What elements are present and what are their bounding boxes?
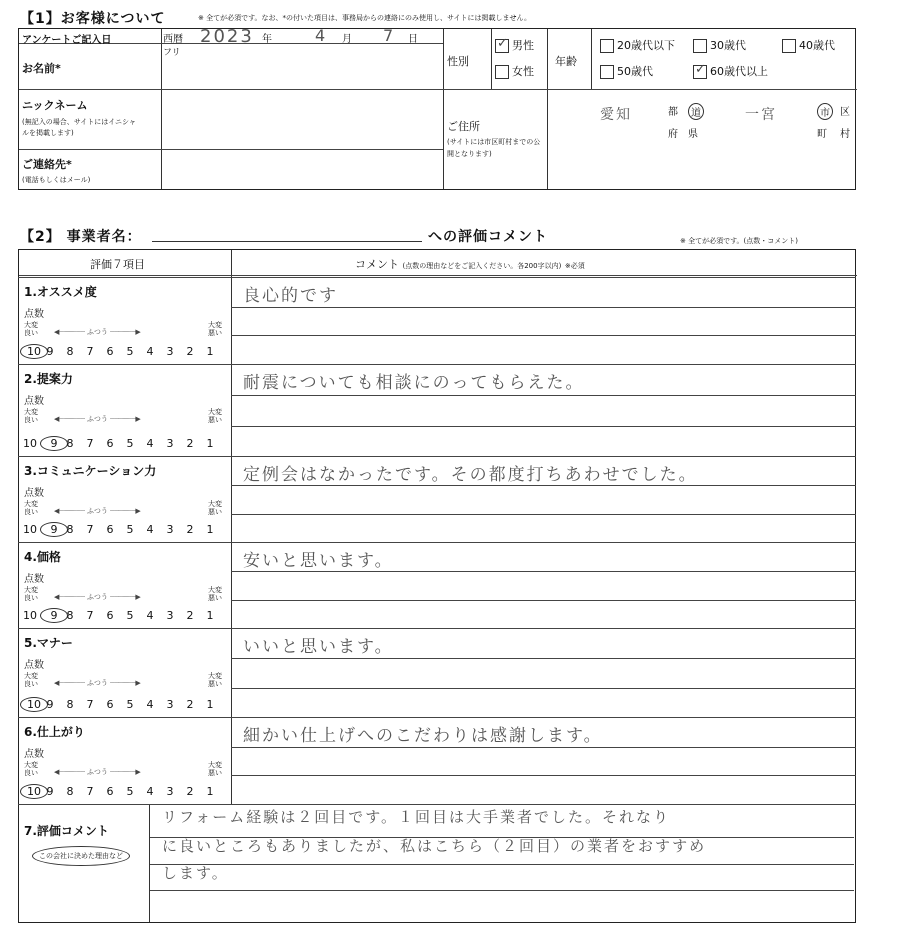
scale-arrow	[54, 414, 141, 424]
score-option[interactable]	[20, 609, 40, 622]
score-option[interactable]	[140, 523, 160, 536]
worst-label	[208, 586, 222, 602]
score-option[interactable]	[60, 523, 80, 536]
worst-label-bottom: 悪い	[208, 594, 222, 602]
score-option[interactable]	[180, 785, 200, 798]
female-label: 女性	[512, 65, 534, 78]
furigana-label: フリ	[163, 48, 181, 58]
best-label-bottom: 良い	[24, 594, 38, 602]
score-option[interactable]	[60, 698, 80, 711]
score-value: 6	[106, 437, 114, 450]
best-label	[24, 500, 38, 516]
section1-title: 【1】お客様について	[20, 11, 166, 27]
age-option-60s[interactable]	[693, 63, 768, 79]
score-scale[interactable]	[20, 436, 220, 451]
score-value: 4	[146, 437, 154, 450]
score-value: 9	[40, 522, 68, 537]
free-comment-divider	[18, 804, 856, 805]
score-value: 6	[106, 785, 114, 798]
points-label: 点数	[24, 660, 44, 671]
gender-label: 性別	[447, 55, 469, 68]
best-label	[24, 672, 38, 688]
score-value: 6	[106, 609, 114, 622]
nickname-field[interactable]	[162, 90, 422, 146]
score-option[interactable]	[40, 785, 60, 798]
section1-note: ※ 全てが必須です。なお、*の付いた項目は、事務局からの連絡にのみ使用し、サイトには掲載しません。	[198, 14, 531, 22]
month-unit: 月	[342, 34, 352, 45]
best-label-top: 大変	[24, 672, 38, 680]
item-label: 5.マナー	[24, 636, 73, 650]
score-value: 1	[206, 785, 214, 798]
scale-arrow	[54, 506, 141, 516]
best-label	[24, 321, 38, 337]
score-value: 9	[46, 698, 54, 711]
score-option[interactable]	[100, 345, 120, 358]
name-field[interactable]	[162, 58, 422, 86]
score-scale[interactable]	[20, 344, 220, 359]
free-comment-line-1: リフォーム経験は２回目です。１回目は大手業者でした。それなり	[162, 808, 671, 826]
scale-arrow	[54, 767, 141, 777]
score-option[interactable]	[160, 609, 180, 622]
score-option[interactable]	[20, 523, 40, 536]
score-value: 2	[186, 698, 194, 711]
worst-label-top: 大変	[208, 761, 222, 769]
item-label: 1.オススメ度	[24, 285, 97, 299]
left-arrow-icon: ◀┈┈┈┈┈┈	[54, 679, 87, 687]
score-option[interactable]	[200, 523, 220, 536]
score-value: 3	[166, 609, 174, 622]
section2-title-prefix: 【2】 事業者名：	[20, 229, 142, 245]
nickname-note: (無記入の場合、サイトにはイニシャルを掲載します)	[22, 118, 136, 137]
score-value: 10	[20, 784, 48, 799]
score-option[interactable]	[200, 345, 220, 358]
score-value: 10	[20, 344, 48, 359]
score-option[interactable]	[80, 523, 100, 536]
score-value: 3	[166, 345, 174, 358]
score-value: 5	[126, 437, 134, 450]
score-option[interactable]	[40, 698, 60, 711]
col-items-header: 評価７項目	[90, 258, 145, 271]
male-checkbox[interactable]	[495, 39, 509, 53]
score-option[interactable]	[60, 345, 80, 358]
col-comment-header	[355, 256, 585, 272]
item-label: 6.仕上がり	[24, 725, 85, 739]
comment-text: 良心的です	[243, 286, 338, 306]
age-option-50s[interactable]	[600, 63, 653, 79]
comment-area[interactable]	[231, 542, 856, 628]
worst-label-top: 大変	[208, 586, 222, 594]
address-note: (サイトには市区町村までの公開となります)	[447, 138, 541, 158]
score-option[interactable]	[160, 437, 180, 450]
evaluation-row	[18, 628, 856, 717]
middle-label: ふつう	[86, 679, 108, 687]
day-value[interactable]: 7	[383, 26, 396, 45]
pref-suffix-to: 都	[668, 107, 678, 118]
age-checkbox-40s[interactable]	[782, 39, 796, 53]
age-label-40s: 40歳代	[799, 39, 835, 52]
score-value: 4	[146, 523, 154, 536]
item-label: 2.提案力	[24, 372, 73, 386]
score-option[interactable]	[60, 609, 80, 622]
middle-label: ふつう	[86, 328, 108, 336]
right-arrow-icon: ┈┈┈┈┈┈▶	[107, 768, 141, 776]
score-scale[interactable]	[20, 784, 220, 799]
col-comment-required: ※必須	[564, 262, 585, 270]
business-name-field[interactable]	[152, 241, 422, 242]
score-option[interactable]	[160, 345, 180, 358]
best-label-bottom: 良い	[24, 329, 38, 337]
age-checkbox-20s[interactable]	[600, 39, 614, 53]
points-label: 点数	[24, 396, 44, 407]
score-option[interactable]	[20, 437, 40, 450]
middle-label: ふつう	[86, 507, 108, 515]
col-comment-label: コメント	[355, 258, 399, 271]
score-option[interactable]	[180, 698, 200, 711]
right-arrow-icon: ┈┈┈┈┈┈▶	[107, 593, 141, 601]
age-checkbox-30s[interactable]	[693, 39, 707, 53]
free-comment-label: 7.評価コメント	[24, 824, 109, 838]
worst-label-bottom: 悪い	[208, 680, 222, 688]
female-checkbox[interactable]	[495, 65, 509, 79]
age-label: 年齢	[555, 55, 577, 68]
score-option[interactable]	[100, 437, 120, 450]
col-comment-note: (点数の理由などをご記入ください。各200字以内)	[402, 262, 562, 270]
score-option[interactable]	[20, 784, 40, 799]
score-scale[interactable]	[20, 608, 220, 623]
score-option[interactable]	[200, 785, 220, 798]
comment-area[interactable]	[231, 717, 856, 804]
score-option[interactable]	[120, 437, 140, 450]
comment-text: 安いと思います。	[243, 551, 394, 571]
comment-area[interactable]	[231, 277, 856, 364]
score-value: 5	[126, 609, 134, 622]
score-option[interactable]	[180, 437, 200, 450]
score-value: 8	[66, 345, 74, 358]
left-arrow-icon: ◀┈┈┈┈┈┈	[54, 415, 87, 423]
item-label: 4.価格	[24, 550, 61, 564]
score-option[interactable]	[100, 609, 120, 622]
male-label: 男性	[512, 39, 534, 52]
score-value: 5	[126, 785, 134, 798]
evaluation-row	[18, 542, 856, 628]
score-value: 1	[206, 345, 214, 358]
best-label-top: 大変	[24, 761, 38, 769]
score-value: 4	[146, 609, 154, 622]
score-option[interactable]	[160, 785, 180, 798]
nickname-label: ニックネーム	[22, 99, 88, 112]
middle-label: ふつう	[86, 415, 108, 423]
city-suffix-son: 村	[840, 129, 850, 140]
score-option[interactable]	[40, 436, 60, 451]
left-arrow-icon: ◀┈┈┈┈┈┈	[54, 593, 87, 601]
score-value: 9	[46, 785, 54, 798]
score-value: 1	[206, 609, 214, 622]
year-unit: 年	[262, 34, 272, 45]
worst-label	[208, 761, 222, 777]
score-option[interactable]	[200, 609, 220, 622]
address-prefecture[interactable]: 愛知	[600, 107, 632, 123]
score-option[interactable]	[80, 345, 100, 358]
score-option[interactable]	[80, 698, 100, 711]
worst-label-bottom: 悪い	[208, 508, 222, 516]
score-value: 7	[86, 523, 94, 536]
score-option[interactable]	[120, 698, 140, 711]
score-value: 3	[166, 437, 174, 450]
age-option-30s[interactable]	[693, 37, 746, 53]
right-arrow-icon: ┈┈┈┈┈┈▶	[107, 328, 141, 336]
score-option[interactable]	[160, 523, 180, 536]
score-value: 4	[146, 345, 154, 358]
score-value: 8	[66, 523, 74, 536]
score-value: 10	[23, 437, 37, 450]
score-value: 10	[23, 609, 37, 622]
scale-arrow	[54, 327, 141, 337]
score-value: 3	[166, 785, 174, 798]
score-value: 1	[206, 698, 214, 711]
best-label	[24, 408, 38, 424]
left-arrow-icon: ◀┈┈┈┈┈┈	[54, 328, 87, 336]
evaluation-row	[18, 277, 856, 364]
right-arrow-icon: ┈┈┈┈┈┈▶	[107, 679, 141, 687]
score-option[interactable]	[140, 698, 160, 711]
item-label: 3.コミュニケーション力	[24, 464, 157, 478]
worst-label-top: 大変	[208, 321, 222, 329]
score-option[interactable]	[120, 785, 140, 798]
score-value: 2	[186, 523, 194, 536]
score-option[interactable]	[140, 609, 160, 622]
day-unit: 日	[408, 34, 418, 45]
score-option[interactable]	[40, 345, 60, 358]
section2-note: ※ 全てが必須です。(点数・コメント)	[680, 237, 798, 245]
best-label-top: 大変	[24, 586, 38, 594]
worst-label-bottom: 悪い	[208, 329, 222, 337]
right-arrow-icon: ┈┈┈┈┈┈▶	[107, 507, 141, 515]
left-arrow-icon: ◀┈┈┈┈┈┈	[54, 768, 87, 776]
age-label-60s: 60歳代以上	[710, 65, 768, 78]
score-value: 1	[206, 523, 214, 536]
city-suffix-shi: 市	[817, 103, 833, 120]
score-option[interactable]	[40, 608, 60, 623]
score-option[interactable]	[140, 785, 160, 798]
scale-arrow	[54, 678, 141, 688]
score-option[interactable]	[80, 437, 100, 450]
worst-label-bottom: 悪い	[208, 769, 222, 777]
score-option[interactable]	[120, 345, 140, 358]
score-value: 9	[40, 608, 68, 623]
score-value: 1	[206, 437, 214, 450]
score-value: 10	[20, 697, 48, 712]
worst-label-top: 大変	[208, 672, 222, 680]
survey-date-label: アンケートご記入日	[22, 35, 112, 46]
era-label: 西暦	[163, 34, 183, 45]
score-value: 5	[126, 523, 134, 536]
right-arrow-icon: ┈┈┈┈┈┈▶	[107, 415, 141, 423]
score-option[interactable]	[200, 698, 220, 711]
best-label-top: 大変	[24, 321, 38, 329]
year-value[interactable]: 2023	[200, 26, 254, 47]
score-option[interactable]	[200, 437, 220, 450]
score-value: 10	[23, 523, 37, 536]
worst-label	[208, 321, 222, 337]
best-label-top: 大変	[24, 408, 38, 416]
score-option[interactable]	[140, 437, 160, 450]
score-option[interactable]	[180, 345, 200, 358]
pref-suffix-do: 道	[688, 103, 704, 120]
score-value: 6	[106, 698, 114, 711]
score-option[interactable]	[60, 785, 80, 798]
comment-area[interactable]	[231, 364, 856, 456]
score-option[interactable]	[100, 698, 120, 711]
score-option[interactable]	[80, 785, 100, 798]
score-value: 8	[66, 785, 74, 798]
evaluation-row	[18, 364, 856, 456]
points-label: 点数	[24, 749, 44, 760]
score-value: 9	[40, 436, 68, 451]
score-option[interactable]	[120, 523, 140, 536]
gender-female-option[interactable]	[495, 63, 534, 79]
score-value: 2	[186, 437, 194, 450]
age-label-50s: 50歳代	[617, 65, 653, 78]
score-value: 5	[126, 698, 134, 711]
best-label-bottom: 良い	[24, 680, 38, 688]
score-value: 9	[46, 345, 54, 358]
points-label: 点数	[24, 574, 44, 585]
contact-field[interactable]	[162, 150, 422, 188]
comment-text: 耐震についても相談にのってもらえた。	[243, 373, 585, 393]
points-label: 点数	[24, 488, 44, 499]
pref-suffix-ken: 県	[688, 129, 698, 140]
left-arrow-icon: ◀┈┈┈┈┈┈	[54, 507, 87, 515]
gender-male-option[interactable]	[495, 37, 534, 53]
age-checkbox-50s[interactable]	[600, 65, 614, 79]
score-option[interactable]	[140, 345, 160, 358]
worst-label	[208, 408, 222, 424]
score-scale[interactable]	[20, 697, 220, 712]
score-option[interactable]	[100, 523, 120, 536]
score-value: 8	[66, 609, 74, 622]
score-option[interactable]	[80, 609, 100, 622]
score-option[interactable]	[60, 437, 80, 450]
score-value: 7	[86, 609, 94, 622]
score-value: 3	[166, 523, 174, 536]
worst-label	[208, 672, 222, 688]
score-value: 2	[186, 345, 194, 358]
best-label-bottom: 良い	[24, 508, 38, 516]
score-option[interactable]	[160, 698, 180, 711]
score-scale[interactable]	[20, 522, 220, 537]
score-option[interactable]	[180, 523, 200, 536]
score-value: 4	[146, 785, 154, 798]
age-label-30s: 30歳代	[710, 39, 746, 52]
comment-area[interactable]	[231, 456, 856, 542]
worst-label-top: 大変	[208, 408, 222, 416]
name-label: お名前*	[22, 62, 61, 75]
score-value: 2	[186, 609, 194, 622]
contact-label: ご連絡先*	[22, 158, 72, 171]
comment-text: いいと思います。	[243, 637, 394, 657]
address-label: ご住所	[447, 120, 480, 133]
pref-suffix-fu: 府	[668, 129, 678, 140]
score-value: 4	[146, 698, 154, 711]
age-option-40s[interactable]	[782, 37, 835, 53]
best-label-bottom: 良い	[24, 416, 38, 424]
comment-area[interactable]	[231, 628, 856, 717]
worst-label-top: 大変	[208, 500, 222, 508]
city-suffix-ku: 区	[840, 107, 850, 118]
comment-text: 細かい仕上げへのこだわりは感謝します。	[243, 726, 603, 746]
score-option[interactable]	[20, 697, 40, 712]
best-label-bottom: 良い	[24, 769, 38, 777]
free-comment-line-3: します。	[162, 864, 229, 882]
section2-title	[20, 226, 142, 246]
best-label	[24, 586, 38, 602]
scale-arrow	[54, 592, 141, 602]
worst-label-bottom: 悪い	[208, 416, 222, 424]
score-value: 2	[186, 785, 194, 798]
evaluation-row	[18, 717, 856, 804]
score-option[interactable]	[120, 609, 140, 622]
score-option[interactable]	[100, 785, 120, 798]
address-city[interactable]: 一宮	[745, 107, 777, 123]
score-value: 8	[66, 437, 74, 450]
age-checkbox-60s[interactable]	[693, 65, 707, 79]
score-value: 7	[86, 437, 94, 450]
age-label-20s: 20歳代以下	[617, 39, 675, 52]
free-comment-note: この会社に決めた理由など	[32, 846, 130, 866]
score-value: 6	[106, 523, 114, 536]
contact-note: (電話もしくはメール)	[22, 176, 91, 184]
score-option[interactable]	[180, 609, 200, 622]
month-value[interactable]: 4	[315, 26, 328, 45]
score-value: 7	[86, 345, 94, 358]
worst-label	[208, 500, 222, 516]
age-option-20s[interactable]	[600, 37, 675, 53]
section2-title-suffix: への評価コメント	[428, 229, 548, 245]
middle-label: ふつう	[86, 768, 108, 776]
score-value: 6	[106, 345, 114, 358]
comment-text: 定例会はなかったです。その都度打ちあわせでした。	[243, 465, 698, 485]
best-label-top: 大変	[24, 500, 38, 508]
score-value: 7	[86, 698, 94, 711]
score-value: 7	[86, 785, 94, 798]
best-label	[24, 761, 38, 777]
evaluation-row	[18, 456, 856, 542]
score-option[interactable]	[40, 522, 60, 537]
score-value: 3	[166, 698, 174, 711]
city-suffix-cho: 町	[817, 129, 827, 140]
score-option[interactable]	[20, 344, 40, 359]
free-comment-line-2: に良いところもありましたが、私はこちら（２回目）の業者をおすすめ	[162, 837, 707, 855]
score-value: 8	[66, 698, 74, 711]
score-value: 5	[126, 345, 134, 358]
points-label: 点数	[24, 309, 44, 320]
middle-label: ふつう	[86, 593, 108, 601]
